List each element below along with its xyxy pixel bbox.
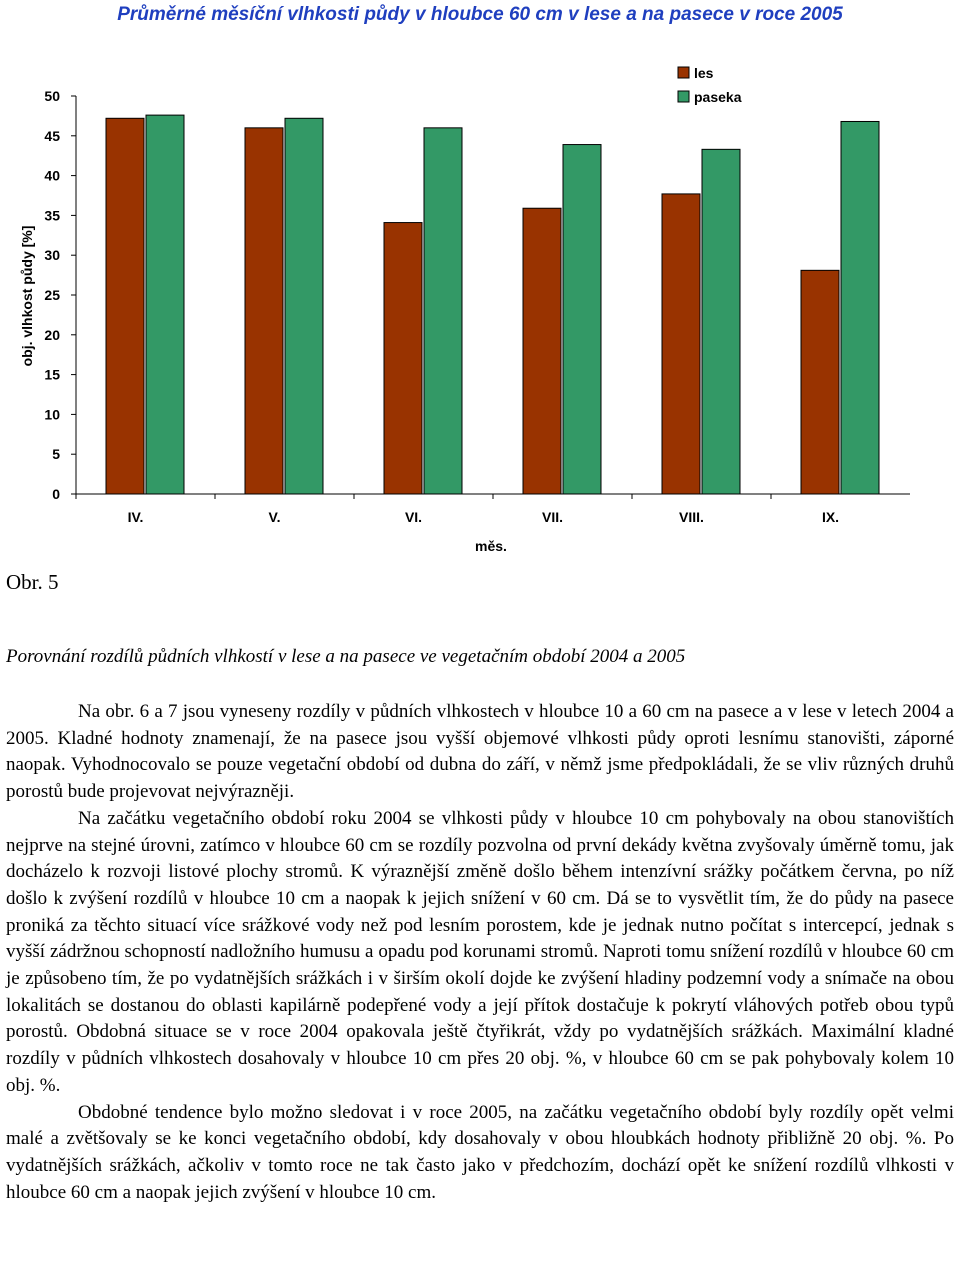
y-tick-label: 0	[52, 486, 60, 502]
bar-paseka	[563, 145, 601, 494]
figure-label: Obr. 5	[6, 570, 59, 594]
body-text	[6, 699, 954, 1206]
bar-les	[801, 270, 839, 494]
x-tick-label: VII.	[541, 509, 564, 525]
paragraph: Obdobné tendence bylo možno sledovat i v roce 2005, na začátku vegetačního období byly rozdíly opět velmi malé a zvětšovaly se ke konci vegetačního období, kdy dosahovaly v obou hloubkách hodnoty přibližně 20 obj. %. Po vydatnějších srážkách, ačkoliv v tomto roce ne tak často jako v předchozím, dochází opět ke snížení rozdílů vlhkosti v hloubce 60 cm a naopak jejich zvýšení v hloubce 10 cm.	[6, 1101, 954, 1203]
x-tick-label: VIII.	[679, 509, 704, 525]
x-axis-label: měs.	[475, 538, 507, 554]
bar-les	[106, 118, 144, 494]
y-tick-label: 25	[44, 287, 60, 303]
y-tick-label: 50	[44, 88, 60, 104]
bar-les	[662, 194, 700, 494]
legend-label-paseka: paseka	[694, 89, 742, 105]
paragraph: Na obr. 6 a 7 jsou vyneseny rozdíly v půdních vlhkostech v hloubce 10 a 60 cm na pasece a v lese v letech 2004 a 2005. Kladné hodnoty znamenají, že na pasece jsou vyšší objemové vlhkosti půdy oproti lesnímu stanovišti, záporné naopak. Vyhodnocovalo se pouze vegetační období od dubna do září, v němž jsme předpokládali, že se vliv různých druhů porostů bude projevovat nejvýrazněji.	[6, 701, 954, 803]
bar-paseka	[424, 128, 462, 494]
x-tick-label: IX.	[821, 509, 840, 525]
y-tick-label: 10	[44, 406, 60, 423]
paragraph: Na začátku vegetačního období roku 2004 se vlhkosti půdy v hloubce 10 cm pohybovaly na obou stanovištích nejprve na stejné úrovni, zatímco v hloubce 60 cm se rozdíly pozvolna od první dekády května zvyšovaly úměrně tomu, jak docházelo k rozvoji listové plochy stromů. K výraznější změně došlo během intenzívní srážky počátkem června, po níž došlo k zvýšení rozdílů v hloubce 10 cm a naopak k jejich snížení v 60 cm. Dá se to vysvětlit tím, že do půdy na pasece proniká za těchto situací více srážkové vody než pod lesním porostem, kde je jednak nutno počítat s intercepcí, jednak s vyšší zádržnou schopností nadložního humusu a opadu pod korunami stromů. Naproti tomu snížení rozdílů v hloubce 60 cm je způsobeno tím, že po vydatnějších srážkách i v širším okolí dojde ke zvýšení hladiny podzemní vody a snímače na obou lokalitách se dostanou do oblasti kapilárně podepřené vody a její přítok dostačuje k pokrytí vláhových potřeb obou typů porostů. Obdobná situace se v roce 2004 opakovala ještě čtyřikrát, vždy po vydatnějších srážkách. Maximální kladné rozdíly v půdních vlhkostech dosahovaly v hloubce 10 cm přes 20 obj. %, v hloubce 60 cm se pak pohybovaly kolem 10 obj. %.	[6, 807, 954, 1096]
y-tick-label: 15	[44, 366, 60, 383]
y-tick-label: 35	[44, 207, 60, 224]
x-tick-label: V.	[268, 509, 281, 525]
y-tick-label: 5	[52, 446, 60, 463]
y-tick-label: 45	[44, 127, 60, 144]
bar-les	[245, 128, 283, 494]
x-tick-label: VI.	[404, 509, 423, 525]
x-tick-label: IV.	[127, 509, 144, 525]
y-tick-label: 20	[44, 326, 60, 343]
y-tick-label: 30	[44, 247, 60, 264]
legend-swatch-les	[678, 67, 689, 78]
y-tick-label: 40	[44, 167, 60, 184]
y-axis-label: obj. vlhkost půdy [%]	[19, 225, 35, 367]
bar-les	[523, 208, 561, 494]
chart-legend	[678, 65, 742, 105]
bar-chart	[0, 0, 960, 560]
bar-paseka	[702, 149, 740, 494]
bar-les	[384, 223, 422, 494]
legend-label-les: les	[694, 65, 714, 81]
legend-swatch-paseka	[678, 91, 689, 102]
figure-caption: Porovnání rozdílů půdních vlhkostí v lese a na pasece ve vegetačním období 2004 a 2005	[6, 646, 686, 667]
bar-paseka	[285, 118, 323, 494]
bar-paseka	[146, 115, 184, 494]
bar-paseka	[841, 121, 879, 494]
chart-title: Průměrné měsíční vlhkosti půdy v hloubce 60 cm v lese a na pasece v roce 2005	[117, 4, 843, 25]
